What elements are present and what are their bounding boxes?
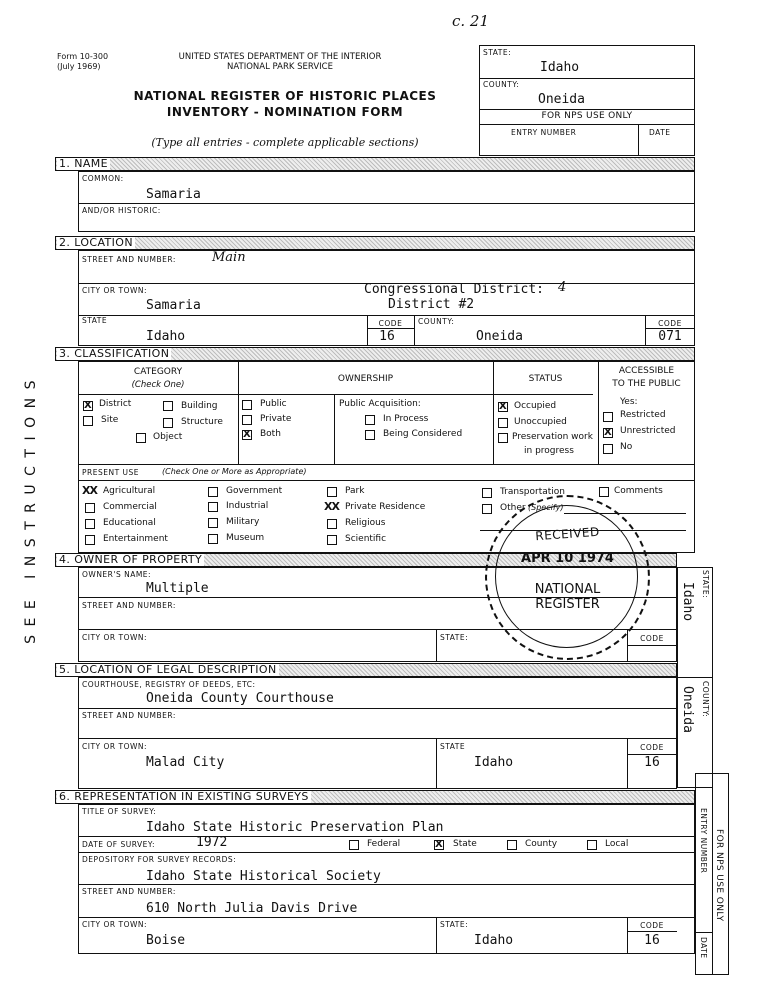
see-instructions-side: SEE INSTRUCTIONS <box>23 372 39 644</box>
strip-nps-label: FOR NPS USE ONLY <box>714 829 724 922</box>
owner-value[interactable]: Multiple <box>146 581 209 596</box>
access-restricted-checkbox[interactable] <box>603 412 613 422</box>
congressional-label: Congressional District: <box>364 282 545 297</box>
use-entertainment-label: Entertainment <box>103 534 168 544</box>
acquisition-considered-checkbox[interactable] <box>365 430 375 440</box>
accessible-label-2: TO THE PUBLIC <box>612 379 681 389</box>
top-entry-label: ENTRY NUMBER <box>511 128 577 137</box>
use-scientific-label: Scientific <box>345 534 387 544</box>
survey-county-checkbox[interactable] <box>507 840 517 850</box>
survey-county-label: County <box>525 839 558 849</box>
status-occupied-label: Occupied <box>514 401 557 411</box>
status-label: STATUS <box>528 374 563 384</box>
ownership-private-label: Private <box>260 414 292 424</box>
section-2-bar <box>55 236 695 250</box>
use-agricultural-mark[interactable]: XX <box>82 484 97 497</box>
status-preservation-label: Preservation work <box>512 432 593 442</box>
state-code-value[interactable]: 16 <box>379 329 395 344</box>
survey-date-label: DATE OF SURVEY: <box>82 840 156 849</box>
survey-state-label-field: STATE: <box>440 920 469 929</box>
strip-county-label: COUNTY: <box>701 681 710 718</box>
ownership-label: OWNERSHIP <box>337 374 394 384</box>
city-label: CITY OR TOWN: <box>82 286 148 295</box>
stamp-date: APR 10 1974 <box>521 551 614 566</box>
historic-label: AND/OR HISTORIC: <box>82 206 161 215</box>
strip-state-value[interactable]: Idaho <box>680 582 695 622</box>
stamp-line-1: NATIONAL <box>534 582 601 597</box>
legal-state-value[interactable]: Idaho <box>474 755 514 770</box>
owner-code-label: CODE <box>640 634 664 643</box>
use-comments-label: Comments <box>614 486 663 496</box>
courthouse-label: COURTHOUSE, REGISTRY OF DEEDS, ETC: <box>82 680 256 689</box>
section-1-title: 1. NAME <box>59 157 108 170</box>
legal-code-label: CODE <box>640 743 664 752</box>
section-2-title: 2. LOCATION <box>59 236 133 249</box>
district-value[interactable]: District #2 <box>388 297 475 312</box>
form-title-1: NATIONAL REGISTER OF HISTORIC PLACES <box>133 89 437 103</box>
access-no-checkbox[interactable] <box>603 444 613 454</box>
status-unoccupied-label: Unoccupied <box>514 417 567 427</box>
status-preservation-checkbox[interactable] <box>498 433 508 443</box>
category-building-checkbox[interactable] <box>163 401 173 411</box>
ownership-both-checkbox[interactable] <box>242 430 252 440</box>
use-industrial-checkbox[interactable] <box>208 502 218 512</box>
form-number: Form 10-300 <box>57 52 109 61</box>
use-government-checkbox[interactable] <box>208 487 218 497</box>
survey-title-value[interactable]: Idaho State Historic Preservation Plan <box>146 820 444 835</box>
survey-local-label: Local <box>605 839 629 849</box>
survey-street-label: STREET AND NUMBER: <box>82 887 176 896</box>
strip-date-label: DATE <box>699 937 708 959</box>
ownership-public-label: Public <box>260 399 287 409</box>
use-military-checkbox[interactable] <box>208 518 218 528</box>
use-other-label: Other <box>500 503 526 513</box>
county-code-label: CODE <box>658 319 682 328</box>
survey-state-label: State <box>453 839 477 849</box>
strip-state-label: STATE: <box>701 570 710 599</box>
survey-federal-label: Federal <box>367 839 401 849</box>
use-religious-checkbox[interactable] <box>327 519 337 529</box>
top-date-label: DATE <box>649 128 671 137</box>
county-value[interactable]: Oneida <box>476 329 523 344</box>
top-county-value[interactable]: Oneida <box>538 92 585 107</box>
owner-label: OWNER'S NAME: <box>82 570 152 579</box>
top-nps-label: FOR NPS USE ONLY <box>541 111 633 121</box>
survey-code-label: CODE <box>640 921 664 930</box>
use-park-checkbox[interactable] <box>327 487 337 497</box>
courthouse-value[interactable]: Oneida County Courthouse <box>146 691 334 706</box>
common-label: COMMON: <box>82 174 124 183</box>
owner-street-label: STREET AND NUMBER: <box>82 601 176 610</box>
access-restricted-label: Restricted <box>620 410 666 420</box>
legal-city-label: CITY OR TOWN: <box>82 742 148 751</box>
survey-local-checkbox[interactable] <box>587 840 597 850</box>
category-structure-checkbox[interactable] <box>163 418 173 428</box>
survey-code-value[interactable]: 16 <box>644 933 660 948</box>
street-handwritten[interactable]: Main <box>212 250 246 265</box>
survey-street-value[interactable]: 610 North Julia Davis Drive <box>146 901 358 916</box>
common-name-value[interactable]: Samaria <box>146 187 201 202</box>
stamp-line-2: REGISTER <box>535 597 600 612</box>
category-building-label: Building <box>181 401 218 411</box>
section-3-title: 3. CLASSIFICATION <box>59 347 170 360</box>
use-museum-label: Museum <box>226 533 265 543</box>
legal-code-value[interactable]: 16 <box>644 755 660 770</box>
use-other-specify: (Specify) <box>528 503 564 512</box>
survey-city-value[interactable]: Boise <box>146 933 186 948</box>
depository-label: DEPOSITORY FOR SURVEY RECORDS: <box>82 855 237 864</box>
county-label: COUNTY: <box>418 317 455 326</box>
strip-entry-label: ENTRY NUMBER <box>699 808 708 874</box>
acquisition-in-process-checkbox[interactable] <box>365 415 375 425</box>
access-unrestricted-checkbox[interactable] <box>603 428 613 438</box>
use-religious-label: Religious <box>345 518 386 528</box>
category-district-checkbox[interactable] <box>83 401 93 411</box>
depository-value[interactable]: Idaho State Historical Society <box>146 869 381 884</box>
category-structure-label: Structure <box>181 417 223 427</box>
acquisition-considered-label: Being Considered <box>383 429 463 439</box>
access-no-label: No <box>620 442 633 452</box>
accessible-label-1: ACCESSIBLE <box>618 366 675 376</box>
use-agricultural-label: Agricultural <box>103 486 156 496</box>
category-district-label: District <box>99 399 132 409</box>
use-government-label: Government <box>226 486 283 496</box>
survey-state-checkbox[interactable] <box>434 840 444 850</box>
survey-title-label: TITLE OF SURVEY: <box>82 807 157 816</box>
city-value[interactable]: Samaria <box>146 298 201 313</box>
present-use-hint: (Check One or More as Appropriate) <box>162 467 307 476</box>
ownership-both-label: Both <box>260 429 281 439</box>
access-yes-label: Yes: <box>620 397 638 407</box>
section-1-bar <box>55 157 695 171</box>
use-military-label: Military <box>226 517 260 527</box>
stamp-received: RECEIVED <box>534 524 601 544</box>
ownership-private-checkbox[interactable] <box>242 415 252 425</box>
county-code-value[interactable]: 071 <box>658 329 682 344</box>
state-code-label: CODE <box>378 319 403 328</box>
survey-federal-checkbox[interactable] <box>349 840 359 850</box>
state-value[interactable]: Idaho <box>146 329 186 344</box>
street-label: STREET AND NUMBER: <box>82 255 176 264</box>
ownership-public-checkbox[interactable] <box>242 400 252 410</box>
status-preservation-label-2: in progress <box>524 446 574 456</box>
category-object-label: Object <box>153 432 183 442</box>
use-educational-checkbox[interactable] <box>85 519 95 529</box>
state-label: STATE <box>82 316 108 325</box>
form-date: (July 1969) <box>57 62 101 71</box>
check-one-label: (Check One) <box>131 380 185 390</box>
section-4-title: 4. OWNER OF PROPERTY <box>59 553 203 566</box>
use-commercial-label: Commercial <box>103 502 157 512</box>
use-entertainment-checkbox[interactable] <box>85 535 95 545</box>
state-county-box <box>479 45 695 156</box>
strip-county-value[interactable]: Oneida <box>680 686 695 733</box>
top-state-label: STATE: <box>483 48 512 57</box>
top-county-label: COUNTY: <box>483 80 520 89</box>
use-scientific-checkbox[interactable] <box>327 535 337 545</box>
use-private-residence-mark[interactable]: XX <box>324 500 339 513</box>
category-site-label: Site <box>101 415 119 425</box>
owner-state-label: STATE: <box>440 633 469 642</box>
agency-line-2: NATIONAL PARK SERVICE <box>227 62 333 72</box>
use-transportation-label: Transportation <box>500 487 565 497</box>
use-industrial-label: Industrial <box>226 501 269 511</box>
agency-line-1: UNITED STATES DEPARTMENT OF THE INTERIOR <box>178 52 382 62</box>
form-instructions: (Type all entries - complete applicable sections) <box>151 136 419 149</box>
use-commercial-checkbox[interactable] <box>85 503 95 513</box>
legal-street-label: STREET AND NUMBER: <box>82 711 176 720</box>
received-stamp <box>485 495 650 660</box>
status-occupied-checkbox[interactable] <box>498 402 508 412</box>
use-educational-label: Educational <box>103 518 156 528</box>
section-5-title: 5. LOCATION OF LEGAL DESCRIPTION <box>59 663 277 676</box>
form-title-2: INVENTORY - NOMINATION FORM <box>166 105 404 119</box>
category-site-checkbox[interactable] <box>83 416 93 426</box>
section-6-title: 6. REPRESENTATION IN EXISTING SURVEYS <box>59 790 309 803</box>
survey-date-value[interactable]: 1972 <box>196 835 228 850</box>
present-use-label: PRESENT USE <box>82 468 140 477</box>
use-park-label: Park <box>345 486 365 496</box>
use-museum-checkbox[interactable] <box>208 534 218 544</box>
congressional-mark: 4 <box>558 280 567 295</box>
top-state-value[interactable]: Idaho <box>540 60 580 75</box>
acquisition-in-process-label: In Process <box>383 414 429 424</box>
survey-city-label: CITY OR TOWN: <box>82 920 148 929</box>
handwritten-note: c. 21 <box>452 12 490 30</box>
access-unrestricted-label: Unrestricted <box>620 426 676 436</box>
acquisition-label: Public Acquisition: <box>339 399 421 409</box>
legal-city-value[interactable]: Malad City <box>146 755 225 770</box>
status-unoccupied-checkbox[interactable] <box>498 418 508 428</box>
legal-state-label: STATE <box>440 742 466 751</box>
survey-state-value[interactable]: Idaho <box>474 933 514 948</box>
owner-city-label: CITY OR TOWN: <box>82 633 148 642</box>
category-label: CATEGORY <box>133 367 183 377</box>
category-object-checkbox[interactable] <box>136 433 146 443</box>
use-private-residence-label: Private Residence <box>345 502 426 512</box>
